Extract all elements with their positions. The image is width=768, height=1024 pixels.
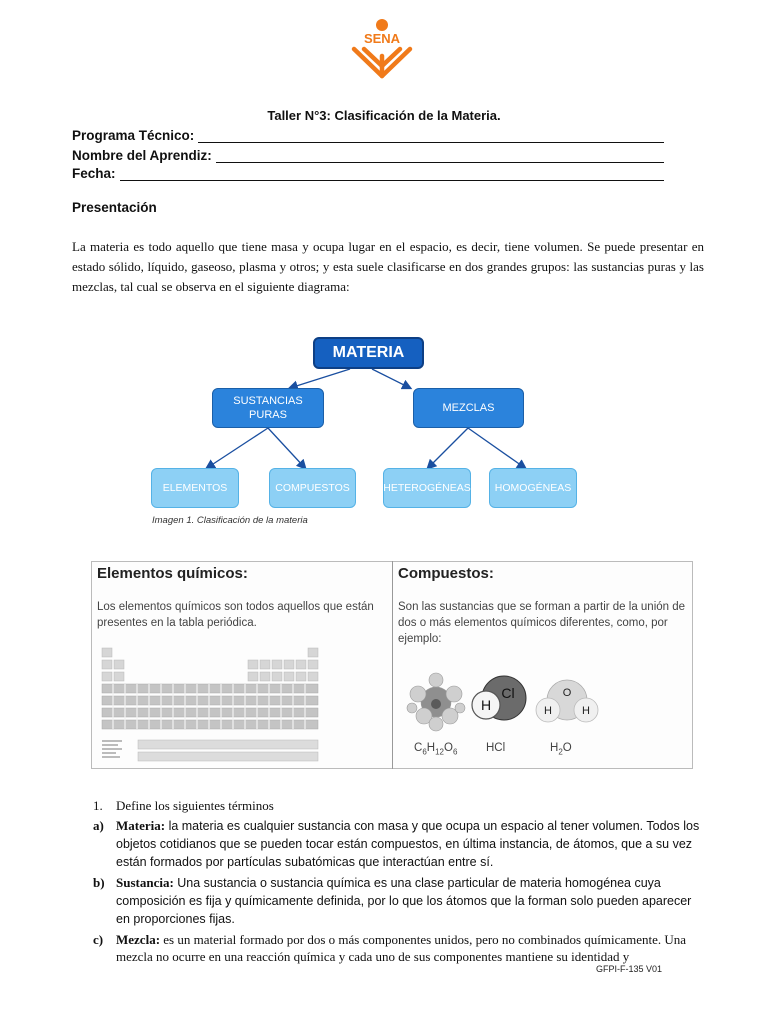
item-term: Sustancia: bbox=[116, 875, 174, 890]
item-text: es un material formado por dos o más componentes unidos, pero no combinados químicamente. Una mezcla no ocurre en una reacción química y cada uno de sus componentes mantiene su identidad y bbox=[116, 932, 687, 964]
glucose-molecule-image bbox=[404, 668, 468, 734]
elementos-text: Los elementos químicos son todos aquellos que están presentes en la tabla periódica. bbox=[97, 601, 374, 629]
item-label: a) bbox=[93, 818, 104, 833]
svg-text:H: H bbox=[582, 705, 590, 717]
water-molecule-image bbox=[532, 676, 602, 732]
compuestos-title: Compuestos: bbox=[398, 565, 494, 582]
field-nombre-label: Nombre del Aprendiz: bbox=[72, 148, 212, 163]
intro-paragraph: La materia es todo aquello que tiene masa y ocupa lugar en el espacio, es decir, tiene volumen. Se puede presentar en estado sólido, líquido, gaseoso, plasma y otros; y esta suele clasificarse en dos grandes grupos: las sustancias puras y las mezclas, tal cual se observa en el siguiente diagrama: bbox=[72, 239, 704, 294]
questions-list bbox=[93, 797, 705, 968]
compuestos-text: Son las sustancias que se forman a partir de la unión de dos o más elementos químicos diferentes, como, por ejemplo: bbox=[398, 601, 686, 645]
item-term: Materia: bbox=[116, 818, 166, 833]
hcl-formula: HCl bbox=[486, 742, 506, 754]
periodic-table-image bbox=[100, 646, 322, 766]
list-item bbox=[93, 874, 705, 928]
svg-text:Cl: Cl bbox=[501, 685, 515, 701]
water-formula: $H_2O$ bbox=[550, 742, 572, 757]
diagram-mezclas-box: MEZCLAS bbox=[413, 388, 524, 428]
arrow-materia-sustancias bbox=[290, 369, 350, 388]
item-text: la materia es cualquier sustancia con masa y que ocupa un espacio al tener volumen. Todos los objetos cotidianos que se pueden tocar están compuestos, en última instancia, de átomos, que a su vez están formados por partículas subatómicas que interactúan entre sí. bbox=[116, 819, 700, 869]
arrow-materia-mezclas bbox=[372, 369, 410, 388]
question-intro bbox=[93, 797, 705, 814]
item-term: Mezcla: bbox=[116, 932, 161, 947]
svg-text:O: O bbox=[562, 687, 572, 699]
arrow-sustancias-compuestos bbox=[268, 428, 305, 468]
diagram-heterogeneas-box: HETEROGÉNEAS bbox=[383, 468, 471, 508]
arrow-sustancias-elementos bbox=[207, 428, 268, 468]
list-item bbox=[93, 931, 705, 965]
field-programa-label: Programa Técnico: bbox=[72, 128, 195, 143]
diagram-sustancias-box: SUSTANCIAS PURAS bbox=[212, 388, 324, 428]
diagram-homogeneas-box: HOMOGÉNEAS bbox=[489, 468, 577, 508]
item-text: Una sustancia o sustancia química es una clase particular de materia homogénea cuya composición es fija y químicamente definida, por lo que los átomos que la forman solo pueden aparecer en proporciones fijas. bbox=[116, 876, 692, 926]
svg-text:SENA: SENA bbox=[363, 31, 401, 46]
svg-text:H: H bbox=[544, 705, 552, 717]
item-label: c) bbox=[93, 932, 104, 947]
hcl-molecule-image bbox=[466, 668, 528, 734]
diagram-materia-box: MATERIA bbox=[313, 337, 424, 369]
item-label: b) bbox=[93, 875, 105, 890]
section-heading: Presentación bbox=[72, 200, 157, 215]
elementos-title: Elementos químicos: bbox=[97, 565, 248, 582]
list-item bbox=[93, 817, 705, 871]
glucose-formula: $C_6H_{12}O_6$ bbox=[414, 742, 458, 757]
diagram-compuestos-box: COMPUESTOS bbox=[269, 468, 356, 508]
diagram-elementos-box: ELEMENTOS bbox=[151, 468, 239, 508]
footer-code: GFPI-F-135 V01 bbox=[596, 964, 663, 974]
arrow-mezclas-homogeneas bbox=[468, 428, 525, 468]
panel-divider bbox=[392, 561, 393, 769]
question-number: 1. bbox=[93, 798, 103, 813]
arrow-mezclas-heterogeneas bbox=[428, 428, 468, 468]
field-fecha-label: Fecha: bbox=[72, 166, 116, 181]
document-title: Taller N°3: Clasificación de la Materia. bbox=[267, 108, 501, 123]
question-intro-text: Define los siguientes términos bbox=[116, 798, 274, 813]
diagram-caption: Imagen 1. Clasificación de la materia bbox=[152, 515, 308, 526]
svg-text:H: H bbox=[480, 697, 492, 713]
